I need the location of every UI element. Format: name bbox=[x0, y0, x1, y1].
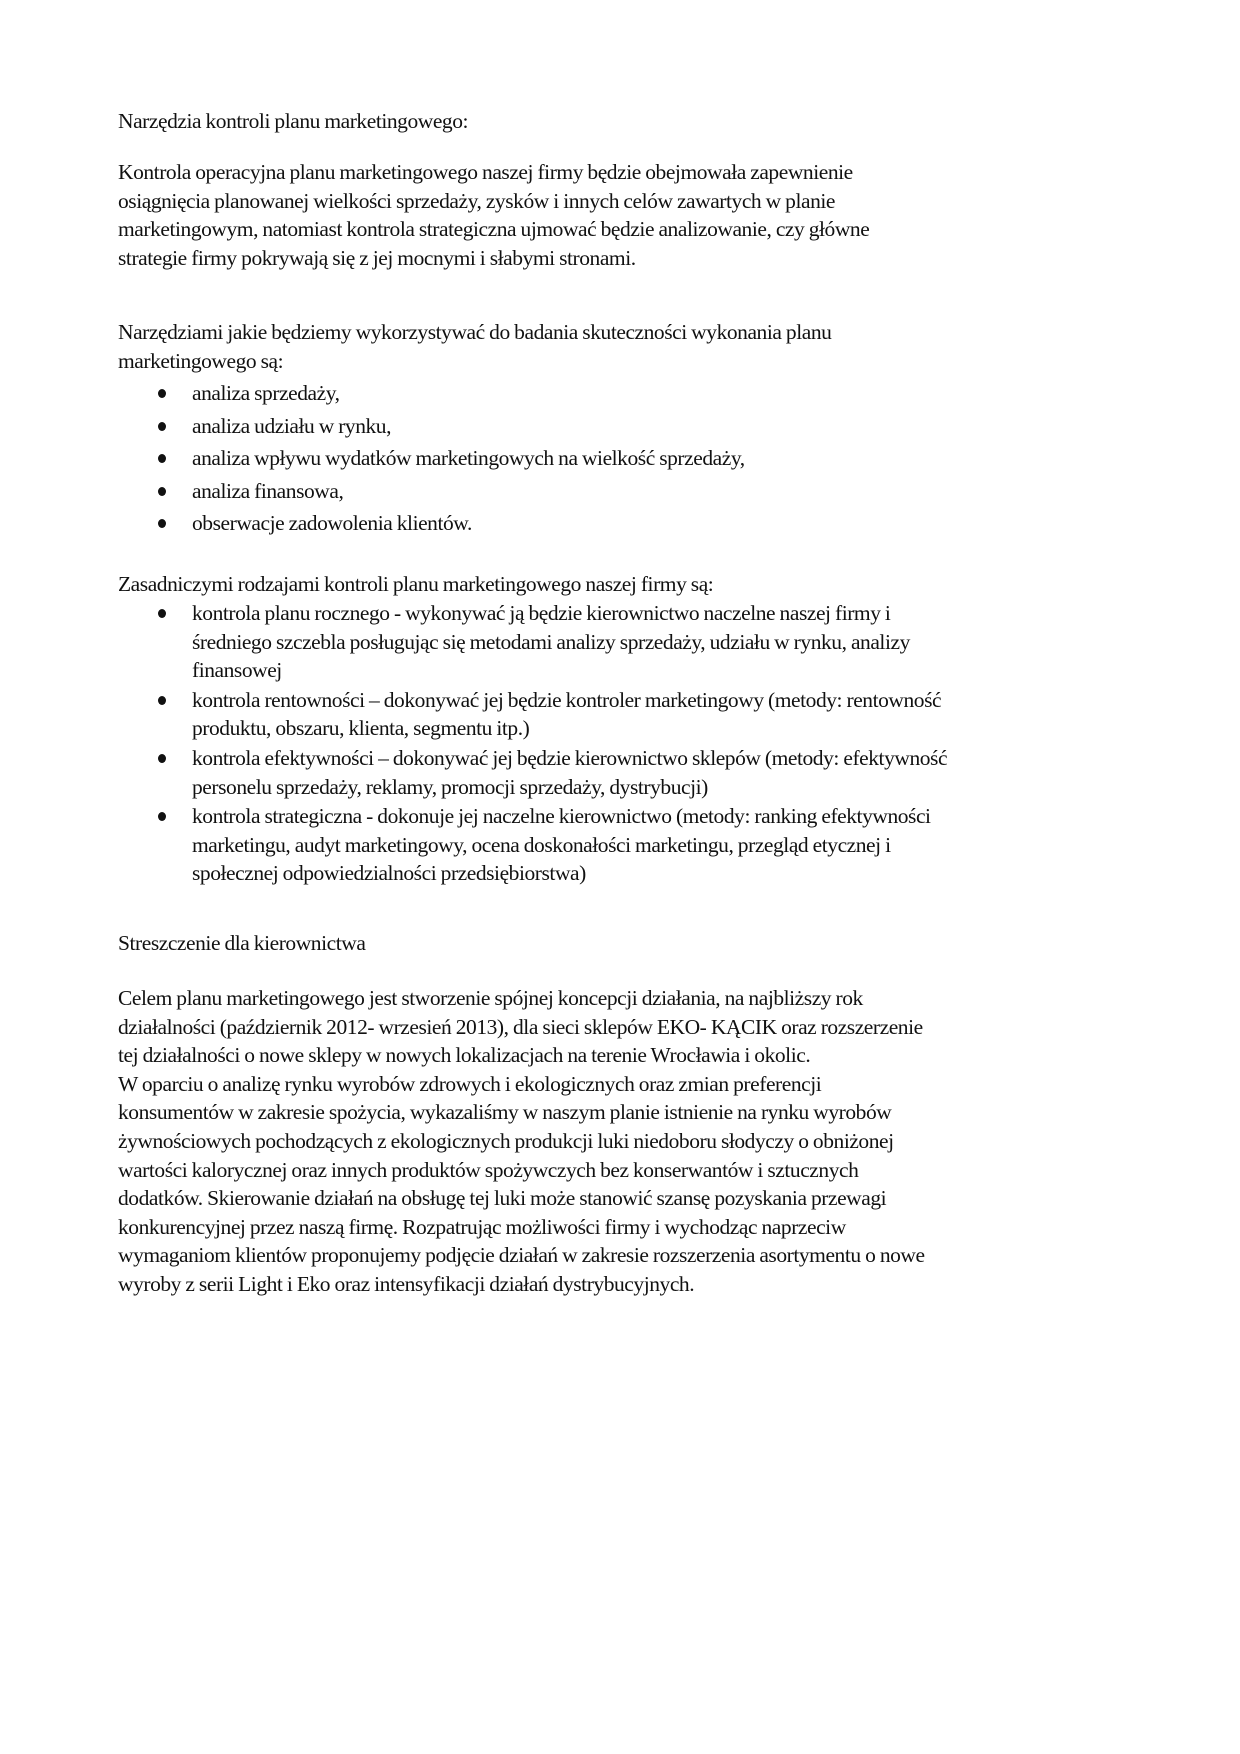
bullet-icon bbox=[158, 609, 166, 618]
list-item-text: finansowej bbox=[192, 658, 282, 683]
paragraph-line: osiągnięcia planowanej wielkości sprzedaży, zysków i innych celów zawartych w planie bbox=[118, 188, 835, 213]
list-item bbox=[118, 444, 1128, 473]
heading-text: Narzędzia kontroli planu marketingowego: bbox=[118, 109, 469, 133]
paragraph-line: Kontrola operacyjna planu marketingowego naszej firmy będzie obejmowała zapewnienie bbox=[118, 160, 853, 184]
heading-tools bbox=[118, 107, 1128, 136]
bullet-icon bbox=[158, 487, 166, 496]
intro-paragraph bbox=[118, 158, 1128, 272]
paragraph-line: żywnościowych pochodzących z ekologicznych produkcji luki niedoboru słodyczy o obniżonej bbox=[118, 1128, 894, 1153]
bullet-icon bbox=[158, 422, 166, 431]
paragraph-line: konsumentów w zakresie spożycia, wykazaliśmy w naszym planie istnienie na rynku wyrobów bbox=[118, 1100, 892, 1125]
paragraph-line: tej działalności o nowe sklepy w nowych lokalizacjach na terenie Wrocławia i okolic. bbox=[118, 1043, 811, 1068]
list-item-text: społecznej odpowiedzialności przedsiębiorstwa) bbox=[192, 861, 586, 886]
bullet-icon bbox=[158, 754, 166, 763]
list-item bbox=[118, 509, 1128, 538]
bullet-icon bbox=[158, 519, 166, 528]
list-item-text: kontrola efektywności – dokonywać jej będzie kierownictwo sklepów (metody: efektywność bbox=[192, 745, 948, 770]
list-item bbox=[118, 477, 1128, 506]
list-item bbox=[118, 412, 1128, 441]
list-item-text: analiza sprzedaży, bbox=[192, 381, 340, 405]
list-item-text: marketingu, audyt marketingowy, ocena doskonałości marketingu, przegląd etycznej i bbox=[192, 832, 891, 857]
paragraph-line: W oparciu o analizę rynku wyrobów zdrowych i ekologicznych oraz zmian preferencji bbox=[118, 1071, 822, 1096]
list-item bbox=[118, 802, 1128, 888]
paragraph-line: wymaganiom klientów proponujemy podjęcie działań w zakresie rozszerzenia asortymentu o nowe bbox=[118, 1243, 925, 1268]
list-item-text: analiza finansowa, bbox=[192, 478, 344, 503]
list-item-text: produktu, obszaru, klienta, segmentu itp.) bbox=[192, 716, 530, 741]
summary-paragraph bbox=[118, 984, 1128, 1299]
list-item bbox=[118, 599, 1128, 685]
list-item bbox=[118, 379, 1128, 408]
list-item-text: obserwacje zadowolenia klientów. bbox=[192, 511, 472, 536]
paragraph-line: Zasadniczymi rodzajami kontroli planu marketingowego naszej firmy są: bbox=[118, 572, 714, 596]
types-intro-paragraph bbox=[118, 570, 1128, 599]
bullet-icon bbox=[158, 454, 166, 463]
paragraph-line: marketingowego są: bbox=[118, 348, 284, 373]
list-item-text: personelu sprzedaży, reklamy, promocji sprzedaży, dystrybucji) bbox=[192, 774, 708, 799]
control-types-list bbox=[118, 599, 1128, 888]
bullet-icon bbox=[158, 389, 166, 398]
paragraph-line: działalności (październik 2012- wrzesień 2013), dla sieci sklepów EKO- KĄCIK oraz rozszerzenie bbox=[118, 1014, 923, 1039]
tools-list bbox=[118, 379, 1128, 538]
list-item-text: kontrola strategiczna - dokonuje jej naczelne kierownictwo (metody: ranking efektywności bbox=[192, 804, 931, 829]
list-item-text: kontrola planu rocznego - wykonywać ją będzie kierownictwo naczelne naszej firmy i bbox=[192, 601, 891, 625]
list-item bbox=[118, 686, 1128, 743]
paragraph-line: wyroby z serii Light i Eko oraz intensyfikacji działań dystrybucyjnych. bbox=[118, 1271, 695, 1296]
paragraph-line: dodatków. Skierowanie działań na obsługę tej luki może stanowić szansę pozyskania przewagi bbox=[118, 1186, 887, 1211]
list-item bbox=[118, 744, 1128, 801]
paragraph-line: strategie firmy pokrywają się z jej mocnymi i słabymi stronami. bbox=[118, 245, 636, 270]
paragraph-line: Celem planu marketingowego jest stworzenie spójnej koncepcji działania, na najbliższy rok bbox=[118, 986, 863, 1010]
list-item-text: analiza udziału w rynku, bbox=[192, 413, 392, 438]
paragraph-line: wartości kalorycznej oraz innych produktów spożywczych bez konserwantów i sztucznych bbox=[118, 1157, 859, 1182]
tools-intro-paragraph bbox=[118, 318, 1128, 375]
paragraph-line: Narzędziami jakie będziemy wykorzystywać do badania skuteczności wykonania planu bbox=[118, 320, 832, 344]
heading-summary bbox=[118, 929, 1128, 958]
paragraph-line: konkurencyjnej przez naszą firmę. Rozpatrując możliwości firmy i wychodząc naprzeciw bbox=[118, 1214, 846, 1239]
heading-text: Streszczenie dla kierownictwa bbox=[118, 931, 366, 955]
list-item-text: średniego szczebla posługując się metodami analizy sprzedaży, udziału w rynku, analizy bbox=[192, 629, 910, 654]
list-item-text: analiza wpływu wydatków marketingowych na wielkość sprzedaży, bbox=[192, 446, 745, 471]
bullet-icon bbox=[158, 812, 166, 821]
bullet-icon bbox=[158, 696, 166, 705]
paragraph-line: marketingowym, natomiast kontrola strategiczna ujmować będzie analizowanie, czy główne bbox=[118, 217, 870, 242]
list-item-text: kontrola rentowności – dokonywać jej będzie kontroler marketingowy (metody: rentowność bbox=[192, 687, 942, 712]
